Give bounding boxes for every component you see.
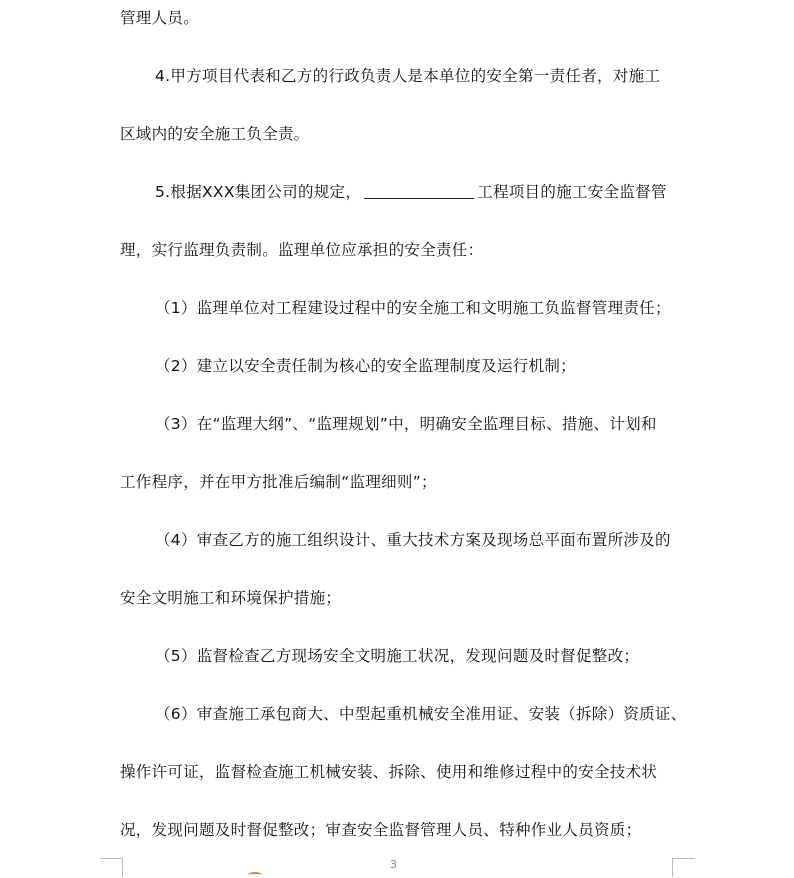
paragraph-line-12: （5）监督检查乙方现场安全文明施工状况，发现问题及时督促整改； (155, 647, 640, 665)
paragraph-line-11: 安全文明施工和环境保护措施； (120, 589, 342, 607)
paragraph-line-4-start: 5.根据XXX集团公司的规定， (155, 183, 362, 201)
crop-mark-left (100, 858, 123, 877)
fill-in-blank[interactable] (364, 182, 474, 199)
paragraph-line-14: 操作许可证，监督检查施工机械安装、拆除、使用和维修过程中的安全技术状 (120, 763, 658, 781)
paragraph-line-8: （3）在“监理大纲”、“监理规划”中，明确安全监理目标、措施、计划和 (155, 415, 657, 433)
paragraph-line-2: 4.甲方项目代表和乙方的行政负责人是本单位的安全第一责任者，对施工 (155, 67, 661, 85)
paragraph-line-3: 区域内的安全施工负全责。 (120, 125, 310, 143)
paragraph-line-7: （2）建立以安全责任制为核心的安全监理制度及运行机制； (155, 357, 576, 375)
paragraph-line-13: （6）审查施工承包商大、中型起重机械安全准用证、安装（拆除）资质证、 (155, 705, 687, 723)
paragraph-line-10: （4）审查乙方的施工组织设计、重大技术方案及现场总平面布置所涉及的 (155, 531, 671, 549)
paragraph-line-6: （1）监理单位对工程建设过程中的安全施工和文明施工负监督管理责任； (155, 299, 671, 317)
paragraph-line-4 (155, 180, 667, 204)
paragraph-line-1: 管理人员。 (120, 9, 200, 27)
paragraph-line-5: 理，实行监理负责制。监理单位应承担的安全责任： (120, 241, 484, 259)
paragraph-line-15: 况，发现问题及时督促整改；审查安全监督管理人员、特种作业人员资质； (120, 821, 642, 839)
cursor-mark (248, 872, 262, 878)
paragraph-line-9: 工作程序，并在甲方批准后编制“监理细则”； (120, 473, 437, 491)
crop-mark-right (672, 858, 695, 877)
page-number: 3 (390, 858, 397, 871)
paragraph-line-4-end: 工程项目的施工安全监督管 (477, 183, 667, 201)
